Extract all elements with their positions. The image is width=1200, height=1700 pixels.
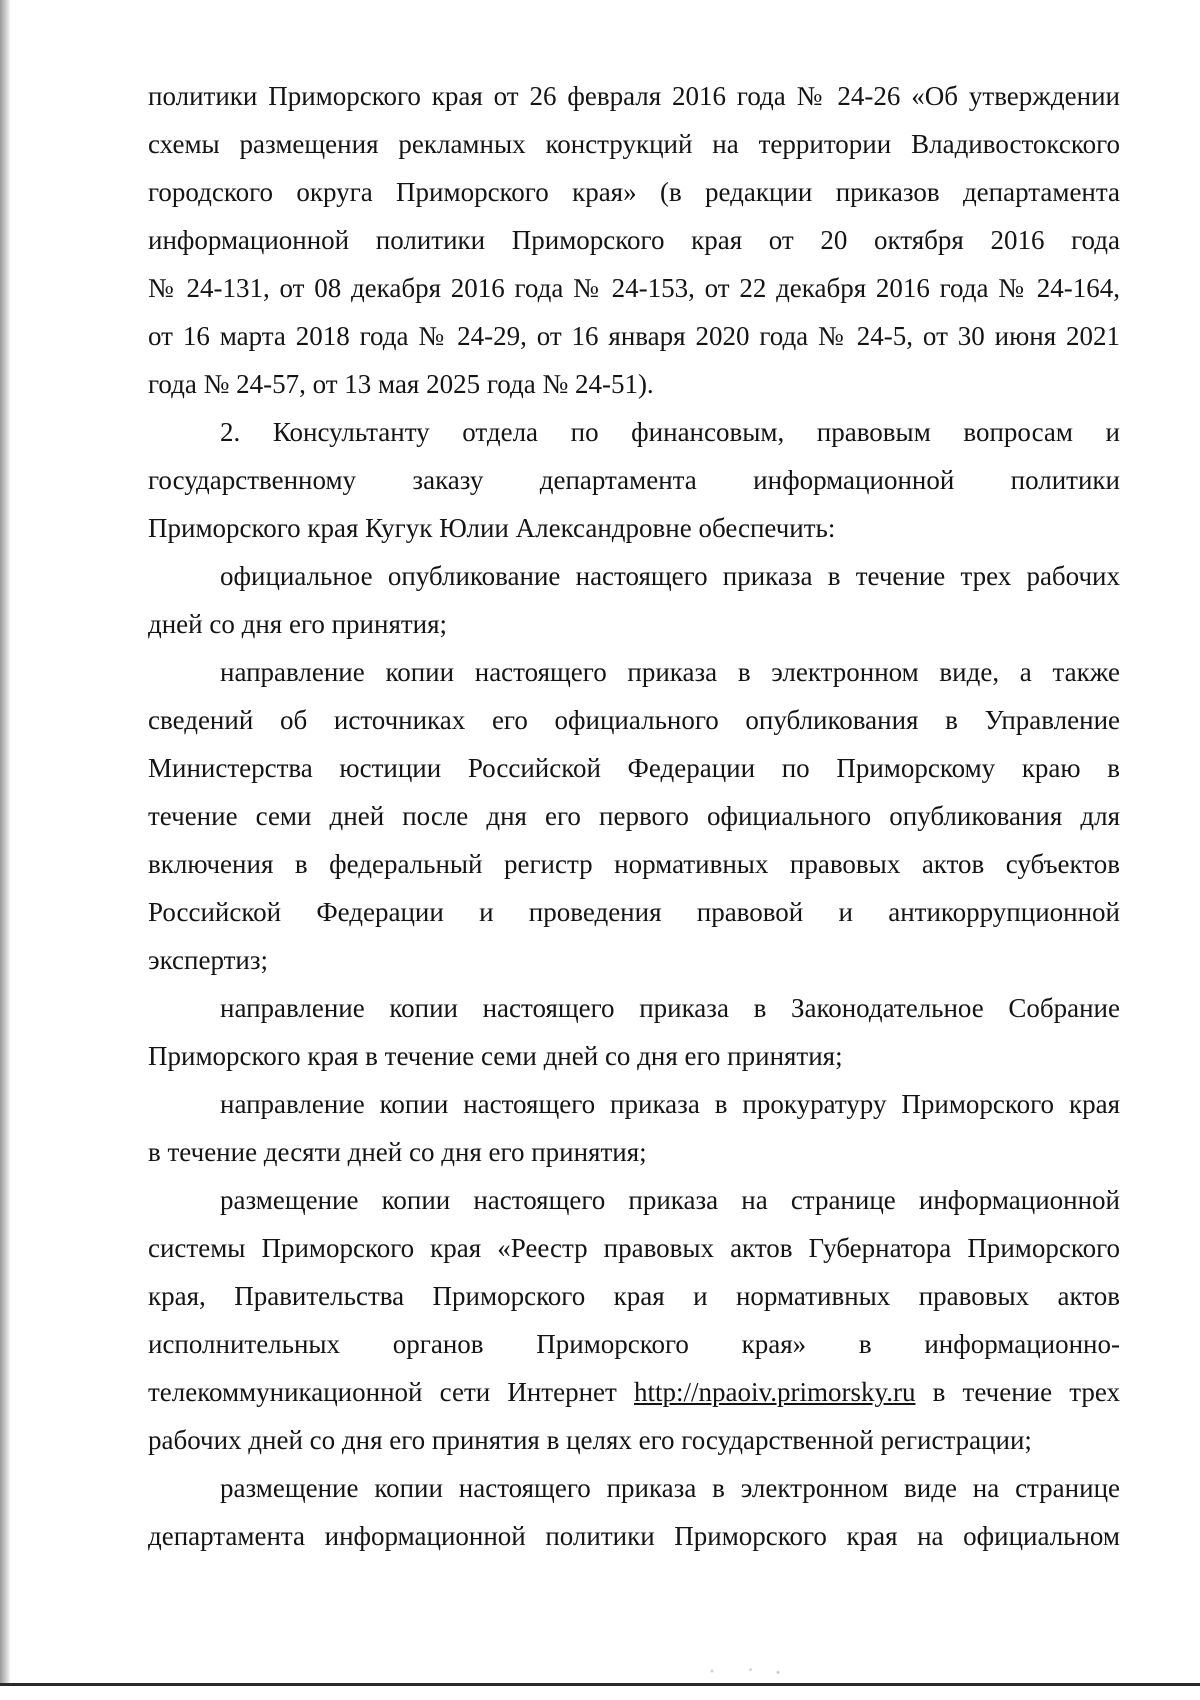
text-line: сведений об источниках его официального опубликования в Управление — [148, 705, 1120, 735]
text-line: экспертиз; — [148, 945, 269, 975]
scan-shadow-left — [0, 0, 10, 1697]
paragraph-2-first-line: 2. Консультанту отдела по финансовым, правовым вопросам и — [220, 417, 1120, 447]
list-item-department-page: размещение копии настоящего приказа в электронном виде на странице — [220, 1473, 1120, 1503]
text-line: рабочих дней со дня его принятия в целях его государственной регистрации; — [148, 1425, 1032, 1455]
text-line-with-link — [148, 1368, 1120, 1416]
text-line: № 24-131, от 08 декабря 2016 года № 24-153, от 22 декабря 2016 года № 24-164, — [148, 273, 1120, 303]
text-line: Министерства юстиции Российской Федерации по Приморскому краю в — [148, 753, 1120, 783]
scan-edge-bottom — [0, 1683, 1200, 1700]
list-item-prosecutor: направление копии настоящего приказа в прокуратуру Приморского края — [220, 1089, 1120, 1119]
text-line: течение семи дней после дня его первого официального опубликования для — [148, 801, 1120, 831]
text-line: городского округа Приморского края» (в редакции приказов департамента — [148, 177, 1120, 207]
text-line: исполнительных органов Приморского края» в информационно- — [148, 1329, 1120, 1359]
registry-link[interactable]: http://npaoiv.primorsky.ru — [633, 1377, 916, 1407]
list-item-ministry-justice: направление копии настоящего приказа в электронном виде, а также — [220, 657, 1120, 687]
text-line: государственному заказу департамента информационной политики — [148, 465, 1120, 495]
text-line: года № 24-57, от 13 мая 2025 года № 24-51). — [148, 369, 654, 399]
list-item-registry: размещение копии настоящего приказа на странице информационной — [220, 1185, 1120, 1215]
list-item-legislative-assembly: направление копии настоящего приказа в Законодательное Собрание — [220, 993, 1120, 1023]
text-line: от 16 марта 2018 года № 24-29, от 16 января 2020 года № 24-5, от 30 июня 2021 — [148, 321, 1120, 351]
text-line: Российской Федерации и проведения правовой и антикоррупционной — [148, 897, 1120, 927]
text-line: департамента информационной политики Приморского края на официальном — [148, 1521, 1120, 1551]
document-body — [148, 72, 1120, 1560]
text-line: системы Приморского края «Реестр правовых актов Губернатора Приморского — [148, 1233, 1120, 1263]
text-line: края, Правительства Приморского края и нормативных правовых актов — [148, 1281, 1120, 1311]
text-fragment: телекоммуникационной сети Интернет — [148, 1377, 617, 1407]
text-line: Приморского края в течение семи дней со дня его принятия; — [148, 1041, 843, 1071]
text-line: Приморского края Кугук Юлии Александровне обеспечить: — [148, 513, 836, 543]
text-line: в течение десяти дней со дня его принятия; — [148, 1137, 647, 1167]
text-line: включения в федеральный регистр нормативных правовых актов субъектов — [148, 849, 1120, 879]
text-line: дней со дня его принятия; — [148, 609, 448, 639]
text-fragment: в течение трех — [932, 1377, 1121, 1407]
text-line: информационной политики Приморского края от 20 октября 2016 года — [148, 225, 1120, 255]
text-line: политики Приморского края от 26 февраля 2016 года № 24-26 «Об утверждении — [148, 81, 1120, 111]
list-item-publication: официальное опубликование настоящего приказа в течение трех рабочих — [220, 561, 1120, 591]
scan-artifact — [690, 1664, 800, 1678]
text-line: схемы размещения рекламных конструкций на территории Владивостокского — [148, 129, 1120, 159]
